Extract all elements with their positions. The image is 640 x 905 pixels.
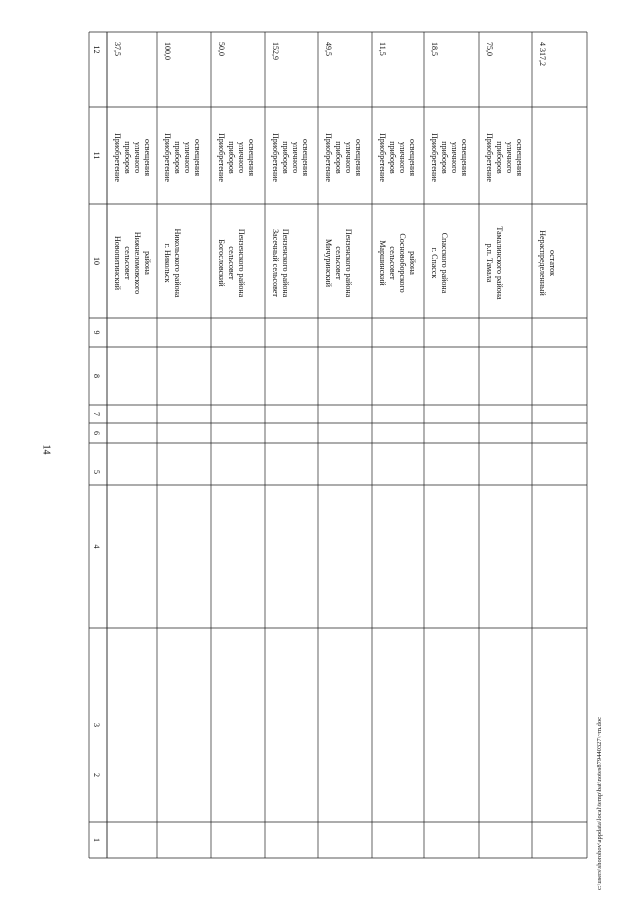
- row-recipient-line: р.п. Тамала: [485, 243, 494, 283]
- row-purpose-line: приборов: [334, 141, 343, 174]
- row-purpose-line: уличного: [344, 141, 353, 174]
- row-purpose-line: приборов: [440, 141, 449, 174]
- row-purpose-line: освещения: [354, 139, 363, 176]
- column-number: 7: [92, 412, 101, 416]
- row-purpose-line: Приобретение: [485, 133, 494, 182]
- row-purpose-line: освещения: [408, 139, 417, 176]
- row-recipient-line: Пензенского района: [237, 228, 246, 298]
- row-recipient-line: Пензенского района: [344, 228, 353, 298]
- row-purpose-line: Приобретение: [324, 133, 333, 182]
- row-amount: 75,0: [485, 42, 494, 56]
- row-recipient-line: Нераспределенный: [538, 230, 547, 296]
- column-number: 11: [92, 151, 101, 160]
- column-number: 5: [92, 470, 101, 474]
- row-recipient-line: сельсовет: [388, 246, 397, 280]
- column-number: 12: [92, 45, 101, 54]
- column-number: 10: [92, 257, 101, 265]
- row-purpose-line: уличного: [237, 141, 246, 174]
- row-purpose-line: Приобретение: [113, 133, 122, 182]
- row-purpose-line: уличного: [183, 141, 192, 174]
- row-purpose-line: Приобретение: [271, 133, 280, 182]
- row-purpose-line: приборов: [281, 141, 290, 174]
- row-recipient-line: г. Спасск: [430, 247, 439, 279]
- row-amount: 11,5: [378, 42, 387, 56]
- row-purpose-line: освещения: [460, 139, 469, 176]
- row-recipient-line: Пензенского района: [281, 228, 290, 298]
- row-recipient-line: сельсовет: [123, 246, 132, 280]
- row-recipient-line: Богословский: [217, 239, 226, 287]
- row-purpose-line: уличного: [133, 141, 142, 174]
- column-number: 4: [92, 544, 101, 549]
- row-purpose-line: Приобретение: [430, 133, 439, 182]
- row-amount: 37,5: [113, 42, 122, 56]
- column-number: 1: [92, 838, 101, 842]
- row-purpose-line: освещения: [193, 139, 202, 176]
- row-recipient-line: Засечный сельсовет: [271, 229, 280, 297]
- column-number: 6: [92, 431, 101, 435]
- row-purpose-line: приборов: [173, 141, 182, 174]
- column-number: 2: [92, 773, 101, 777]
- row-recipient-line: Новопитинский: [113, 235, 122, 291]
- row-amount: 50,0: [217, 42, 226, 56]
- row-recipient-line: Нижнеломовского: [133, 231, 142, 295]
- column-number: 8: [92, 374, 101, 378]
- row-recipient-line: Маршинский: [378, 240, 387, 286]
- row-amount: 18,5: [430, 42, 439, 56]
- row-recipient-line: Спасского района: [440, 232, 449, 294]
- row-purpose-line: освещения: [247, 139, 256, 176]
- row-purpose-line: освещения: [301, 139, 310, 176]
- row-recipient-line: остаток: [548, 250, 557, 276]
- row-purpose-line: приборов: [227, 141, 236, 174]
- row-purpose-line: приборов: [123, 141, 132, 174]
- row-recipient-line: района: [143, 251, 152, 275]
- row-recipient-line: г. Никольск: [163, 243, 172, 283]
- row-purpose-line: уличного: [291, 141, 300, 174]
- row-purpose-line: приборов: [388, 141, 397, 174]
- row-purpose-line: Приобретение: [163, 133, 172, 182]
- file-path-footer: c:\users\shorohov\appdata\local\temp\bat\notes879440327\~m.doc: [596, 716, 603, 890]
- row-recipient-line: сельсовет: [227, 246, 236, 280]
- row-purpose-line: приборов: [495, 141, 504, 174]
- row-purpose-line: освещения: [143, 139, 152, 176]
- row-purpose-line: уличного: [398, 141, 407, 174]
- row-purpose-line: уличного: [505, 141, 514, 174]
- row-amount: 152,9: [271, 42, 280, 60]
- row-recipient-line: сельсовет: [334, 246, 343, 280]
- row-recipient-line: Тамалинского района: [495, 226, 504, 300]
- row-recipient-line: Никольского района: [173, 228, 182, 298]
- column-number: 3: [92, 723, 101, 727]
- row-recipient-line: района: [408, 251, 417, 275]
- row-purpose-line: Приобретение: [217, 133, 226, 182]
- column-number: 9: [92, 330, 101, 335]
- row-amount: 100,0: [163, 42, 172, 60]
- row-recipient-line: Мичуринский: [324, 239, 333, 287]
- row-recipient-line: Сосновоборского: [398, 233, 407, 293]
- row-purpose-line: Приобретение: [378, 133, 387, 182]
- row-purpose-line: освещения: [515, 139, 524, 176]
- row-purpose-line: уличного: [450, 141, 459, 174]
- row-amount: 4 317,2: [538, 42, 547, 66]
- page-number: 14: [40, 444, 52, 455]
- row-amount: 49,5: [324, 42, 333, 56]
